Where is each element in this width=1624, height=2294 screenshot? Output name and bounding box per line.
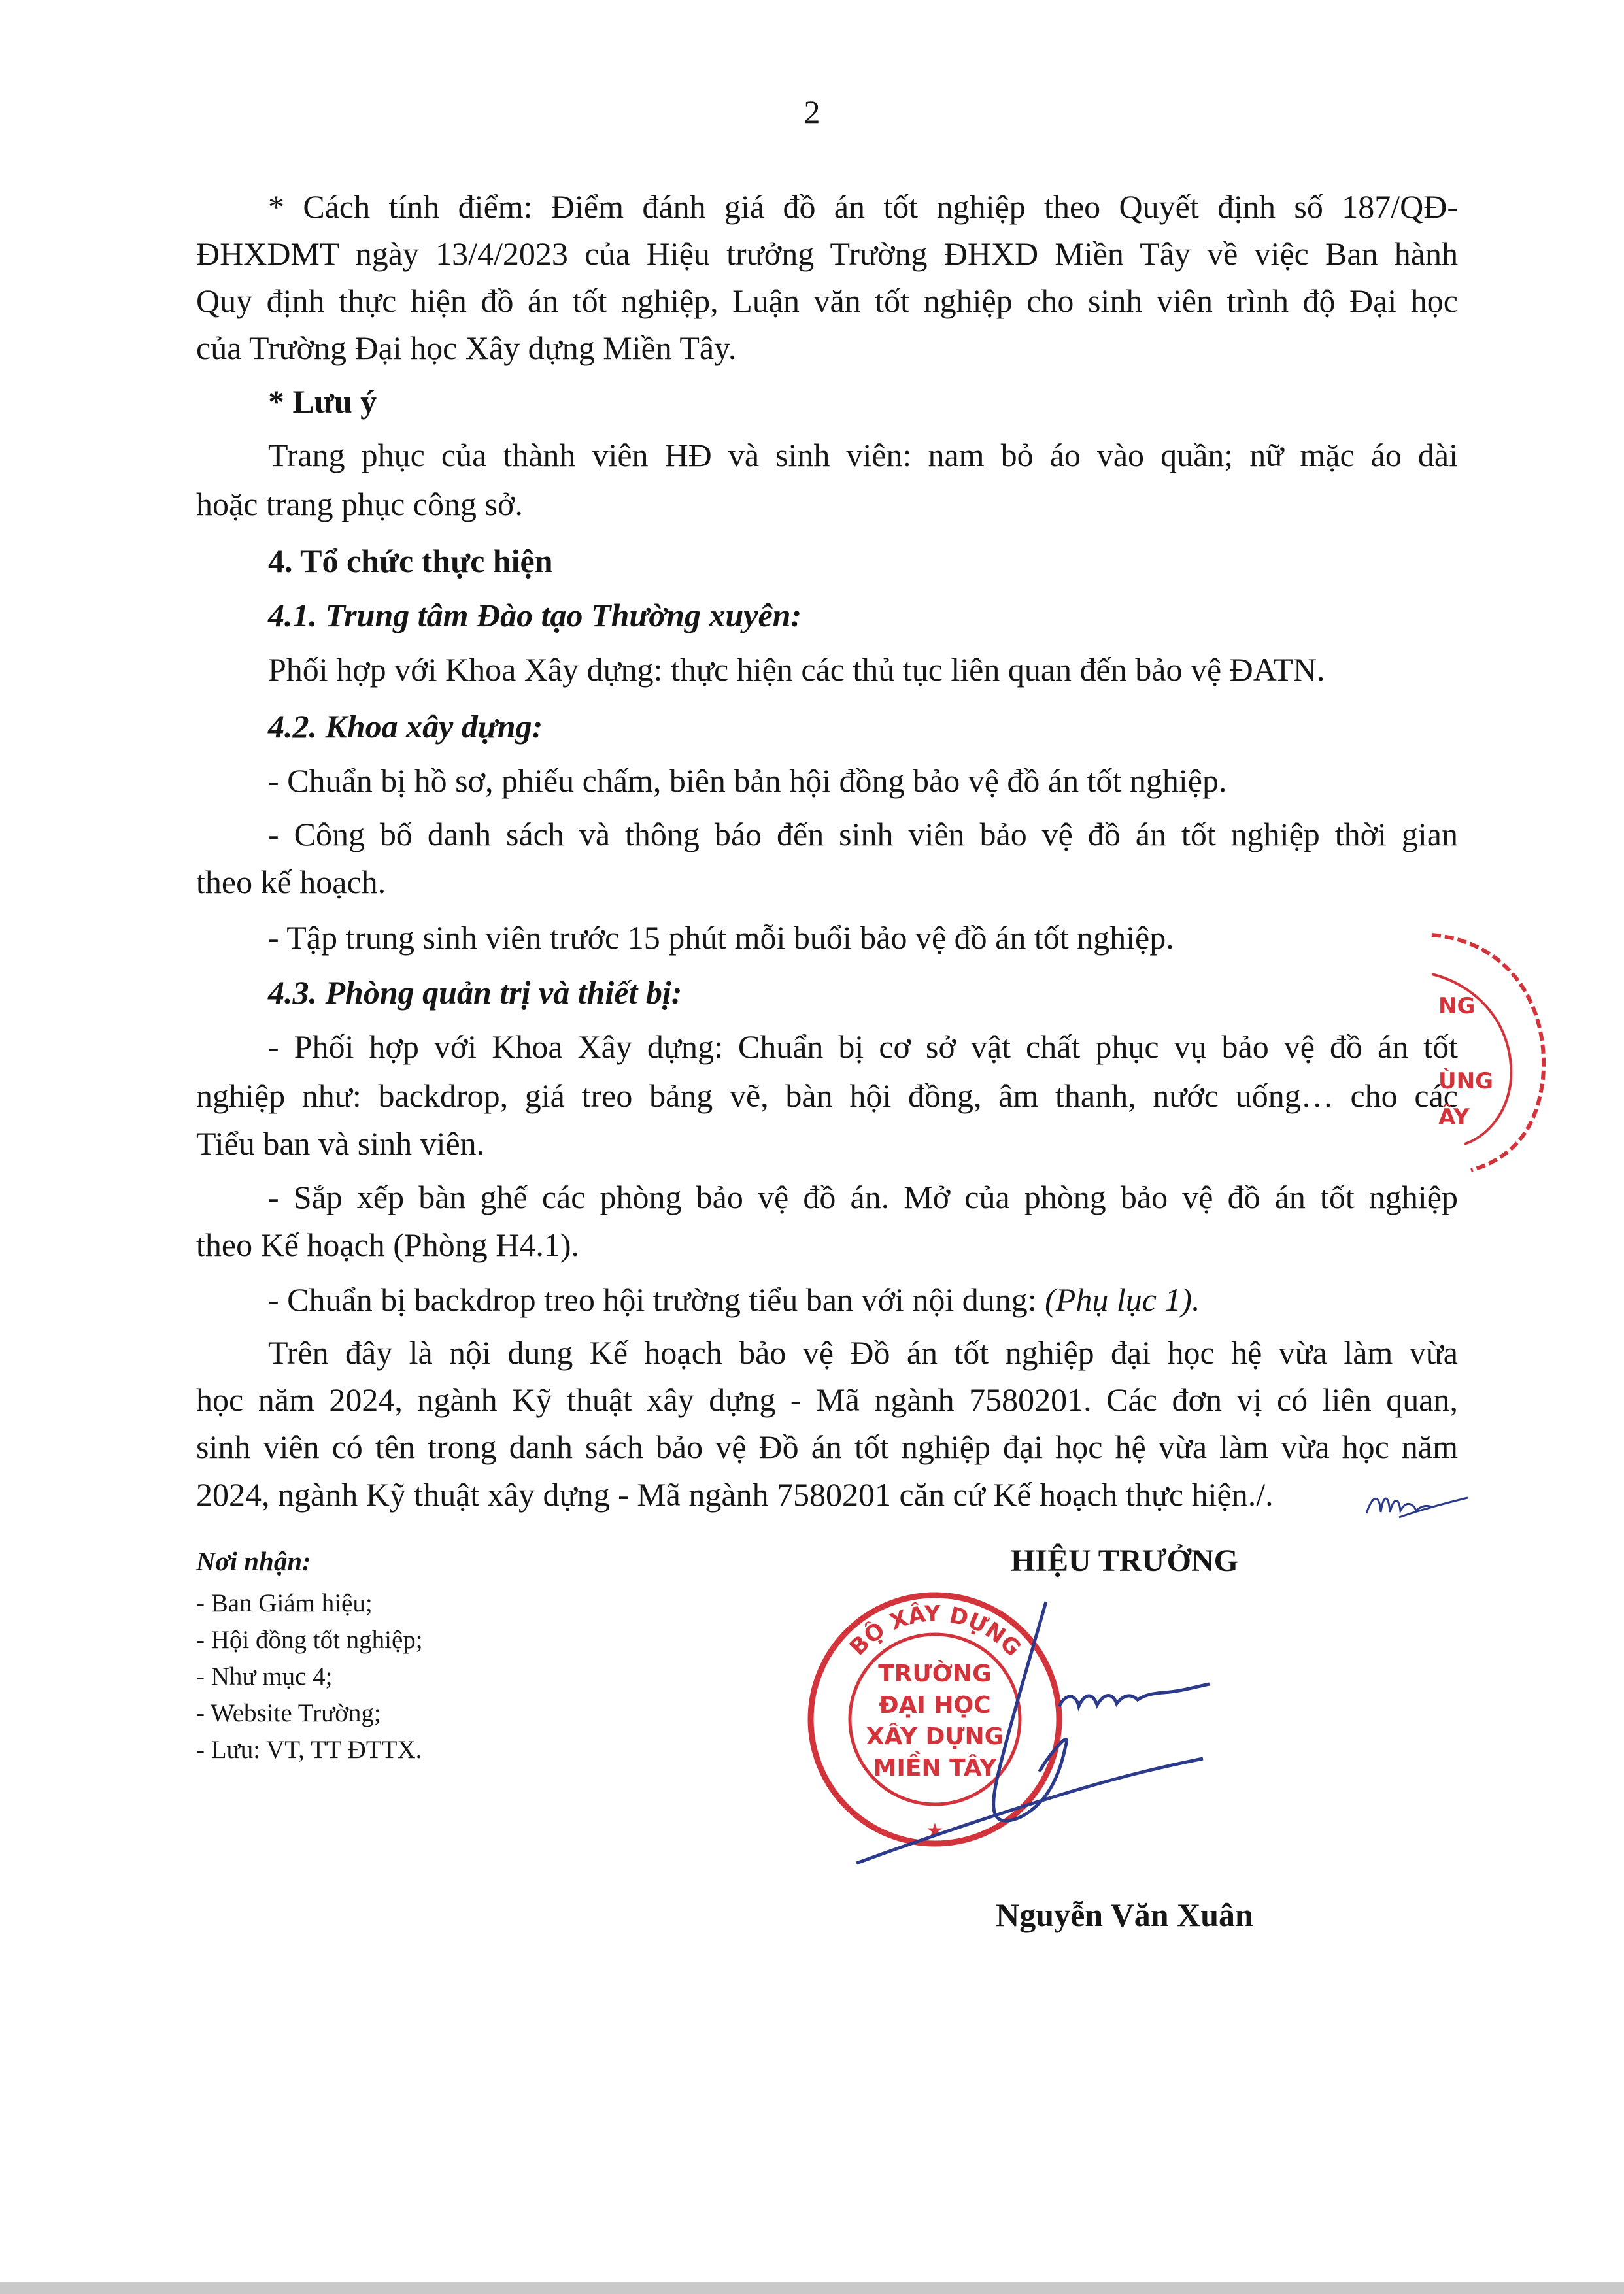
scoring-line-4: của Trường Đại học Xây dựng Miền Tây. bbox=[196, 329, 737, 366]
seal-line-2: ĐẠI HỌC bbox=[879, 1692, 991, 1719]
closing-line-1: Trên đây là nội dung Kế hoạch bảo vệ Đồ án tốt nghiệp đại học hệ vừa làm vừa bbox=[268, 1334, 1458, 1371]
signature-title: HIỆU TRƯỞNG bbox=[1010, 1543, 1239, 1578]
recipient-item: - Website Trường; bbox=[196, 1699, 381, 1727]
note-title: * Lưu ý bbox=[268, 383, 377, 420]
page-number: 2 bbox=[804, 93, 820, 130]
section-4-1-text: Phối hợp với Khoa Xây dựng: thực hiện các thủ tục liên quan đến bảo vệ ĐATN. bbox=[268, 651, 1325, 688]
scoring-line-2: ĐHXDMT ngày 13/4/2023 của Hiệu trưởng Trường ĐHXD Miền Tây về việc Ban hành bbox=[196, 235, 1458, 272]
closing-line-3: sinh viên có tên trong danh sách bảo vệ Đồ án tốt nghiệp đại học hệ vừa làm vừa học năm bbox=[196, 1428, 1458, 1465]
recipients-title: Nơi nhận: bbox=[196, 1546, 311, 1576]
section-4-title: 4. Tổ chức thực hiện bbox=[268, 543, 553, 579]
section-4-2-title: 4.2. Khoa xây dựng: bbox=[268, 708, 543, 745]
appendix-reference: (Phụ lục 1). bbox=[1045, 1281, 1200, 1318]
seal-ring-text: BỘ XÂY DỰNG bbox=[844, 1600, 1026, 1662]
recipient-item: - Như mục 4; bbox=[196, 1662, 333, 1691]
section-4-3-item-2-line-1: - Sắp xếp bàn ghế các phòng bảo vệ đồ án. Mở của phòng bảo vệ đồ án tốt nghiệp bbox=[268, 1179, 1458, 1215]
partial-seal-text-1: NG bbox=[1438, 993, 1476, 1019]
attire-line-1: Trang phục của thành viên HĐ và sinh viên: nam bỏ áo vào quần; nữ mặc áo dài bbox=[268, 437, 1458, 473]
recipient-item: - Ban Giám hiệu; bbox=[196, 1589, 373, 1617]
section-4-1-title: 4.1. Trung tâm Đào tạo Thường xuyên: bbox=[268, 597, 802, 633]
section-4-3-item-2-line-2: theo Kế hoạch (Phòng H4.1). bbox=[196, 1226, 579, 1263]
section-4-3-item-1-line-1: - Phối hợp với Khoa Xây dựng: Chuẩn bị cơ sở vật chất phục vụ bảo vệ đồ án tốt bbox=[268, 1028, 1458, 1065]
handwritten-signature bbox=[850, 1595, 1216, 1870]
recipient-item: - Lưu: VT, TT ĐTTX. bbox=[196, 1736, 422, 1764]
seal-line-1: TRƯỜNG bbox=[878, 1661, 992, 1687]
signer-name: Nguyễn Văn Xuân bbox=[996, 1897, 1253, 1933]
partial-seal bbox=[1393, 928, 1624, 1177]
seal-line-4: MIỀN TÂY bbox=[873, 1755, 997, 1781]
closing-line-2: học năm 2024, ngành Kỹ thuật xây dựng - Mã ngành 7580201. Các đơn vị có liên quan, bbox=[196, 1381, 1458, 1418]
scoring-line-1: * Cách tính điểm: Điểm đánh giá đồ án tốt nghiệp theo Quyết định số 187/QĐ- bbox=[268, 188, 1458, 225]
section-4-3-item-1-line-2: nghiệp như: backdrop, giá treo bảng vẽ, bàn hội đồng, âm thanh, nước uống… cho các bbox=[196, 1077, 1458, 1114]
section-4-3-title: 4.3. Phòng quản trị và thiết bị: bbox=[268, 974, 683, 1011]
section-4-2-item-2-line-1: - Công bố danh sách và thông báo đến sinh viên bảo vệ đồ án tốt nghiệp thời gian bbox=[268, 816, 1458, 852]
partial-seal-text-3: ÂY bbox=[1438, 1104, 1470, 1130]
section-4-2-item-1: - Chuẩn bị hồ sơ, phiếu chấm, biên bản hội đồng bảo vệ đồ án tốt nghiệp. bbox=[268, 762, 1227, 799]
section-4-3-item-3-text: - Chuẩn bị backdrop treo hội trường tiểu ban với nội dung: bbox=[268, 1281, 1045, 1318]
section-4-2-item-3: - Tập trung sinh viên trước 15 phút mỗi buổi bảo vệ đồ án tốt nghiệp. bbox=[268, 919, 1174, 956]
partial-seal-text-2: ÙNG bbox=[1438, 1068, 1493, 1094]
seal-star-icon: ★ bbox=[926, 1819, 944, 1842]
scoring-line-3: Quy định thực hiện đồ án tốt nghiệp, Luận văn tốt nghiệp cho sinh viên trình độ Đại học bbox=[196, 282, 1458, 319]
scan-edge bbox=[0, 2282, 1624, 2294]
attire-line-2: hoặc trang phục công sở. bbox=[196, 486, 523, 522]
seal-line-3: XÂY DỰNG bbox=[866, 1723, 1004, 1750]
recipient-item: - Hội đồng tốt nghiệp; bbox=[196, 1626, 423, 1654]
section-4-2-item-2-line-2: theo kế hoạch. bbox=[196, 864, 386, 900]
section-4-3-item-1-line-3: Tiểu ban và sinh viên. bbox=[196, 1125, 485, 1162]
closing-line-4: 2024, ngành Kỹ thuật xây dựng - Mã ngành 7580201 căn cứ Kế hoạch thực hiện./. bbox=[196, 1476, 1274, 1513]
section-4-3-item-3 bbox=[268, 1276, 1458, 1323]
initials-mark bbox=[1360, 1474, 1471, 1533]
